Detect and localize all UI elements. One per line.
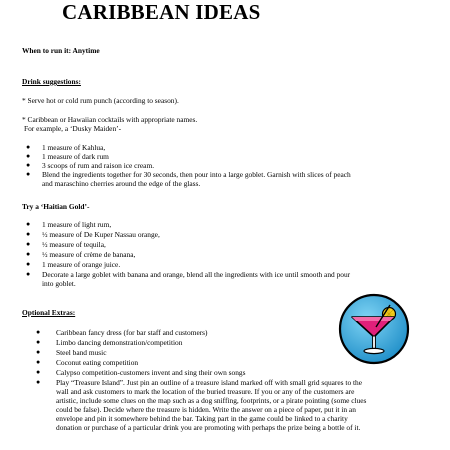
when-value: Anytime [72, 46, 100, 55]
bullet-icon: ● [26, 230, 31, 238]
extras-item-6-cont-4: envelope and pin it somewhere behind the bar. Taking part in the game could be linked to a charity [56, 414, 348, 423]
drink-heading: Drink suggestions: [22, 77, 81, 86]
drink-item-4: Blend the ingredients together for 30 seconds, then pour into a large goblet. Garnish with slices of peach [42, 170, 351, 179]
haitian-item-5: 1 measure of orange juice. [42, 260, 121, 269]
bullet-icon: ● [26, 161, 31, 169]
haitian-item-6: Decorate a large goblet with banana and orange, blend all the ingredients with ice until smooth and pour [42, 270, 351, 279]
drink-item-3: 3 scoops of rum and raison ice cream. [42, 161, 155, 170]
drink-line-1: * Serve hot or cold rum punch (according to season). [22, 96, 179, 105]
cocktail-glass-icon [338, 293, 410, 365]
extras-item-6: Play “Treasure Island”. Just pin an outline of a treasure island marked off with small grid squares to the [56, 378, 363, 387]
haitian-item-3: ½ measure of tequila, [42, 240, 106, 249]
when-label: When to run it: [22, 46, 72, 55]
bullet-icon: ● [26, 220, 31, 228]
haitian-item-1: 1 measure of light rum, [42, 220, 112, 229]
page-title: CARIBBEAN IDEAS [62, 0, 261, 24]
extras-item-4: Coconut eating competition [56, 358, 139, 367]
bullet-icon: ● [26, 143, 31, 151]
bullet-icon: ● [36, 338, 41, 346]
extras-item-6-cont-1: wall and ask customers to mark the location of the buried treasure. If you or any of the customers are [56, 387, 355, 396]
extras-item-6-cont-2: artistic, include some clues on the map such as a dog sniffing, footprints, or a pirate pointing (some clues [56, 396, 367, 405]
bullet-icon: ● [26, 250, 31, 258]
bullet-icon: ● [26, 260, 31, 268]
bullet-icon: ● [26, 240, 31, 248]
bullet-icon: ● [36, 358, 41, 366]
bullet-icon: ● [36, 348, 41, 356]
extras-heading: Optional Extras: [22, 308, 76, 317]
extras-item-2: Limbo dancing demonstration/competition [56, 338, 183, 347]
extras-item-1: Caribbean fancy dress (for bar staff and customers) [56, 328, 208, 337]
bullet-icon: ● [26, 270, 31, 278]
extras-item-6-cont-5: donation or purchase of a particular drink you are promoting with perhaps the prize being a bottle of it. [56, 423, 361, 432]
bullet-icon: ● [26, 152, 31, 160]
drink-line-3: For example, a ‘Dusky Maiden’- [24, 124, 122, 133]
haitian-heading: Try a ‘Haitian Gold’- [22, 202, 90, 211]
drink-item-4-cont: and maraschino cherries around the edge of the glass. [42, 179, 201, 188]
extras-item-5: Calypso competition-customers invent and sing their own songs [56, 368, 246, 377]
extras-item-3: Steel band music [56, 348, 107, 357]
bullet-icon: ● [36, 378, 41, 386]
haitian-item-2: ½ measure of De Kuper Nassau orange, [42, 230, 160, 239]
drink-item-2: 1 measure of dark rum [42, 152, 109, 161]
bullet-icon: ● [36, 368, 41, 376]
haitian-item-6-cont: into goblet. [42, 279, 76, 288]
drink-item-1: 1 measure of Kahlua, [42, 143, 106, 152]
extras-item-6-cont-3: could be false). Decide where the treasure is hidden. Write the answer on a piece of paper, put it in an [56, 405, 356, 414]
bullet-icon: ● [36, 328, 41, 336]
haitian-item-4: ½ measure of crème de banana, [42, 250, 136, 259]
drink-line-2: * Caribbean or Hawaiian cocktails with appropriate names. [22, 115, 198, 124]
bullet-icon: ● [26, 170, 31, 178]
when-line [22, 46, 100, 55]
